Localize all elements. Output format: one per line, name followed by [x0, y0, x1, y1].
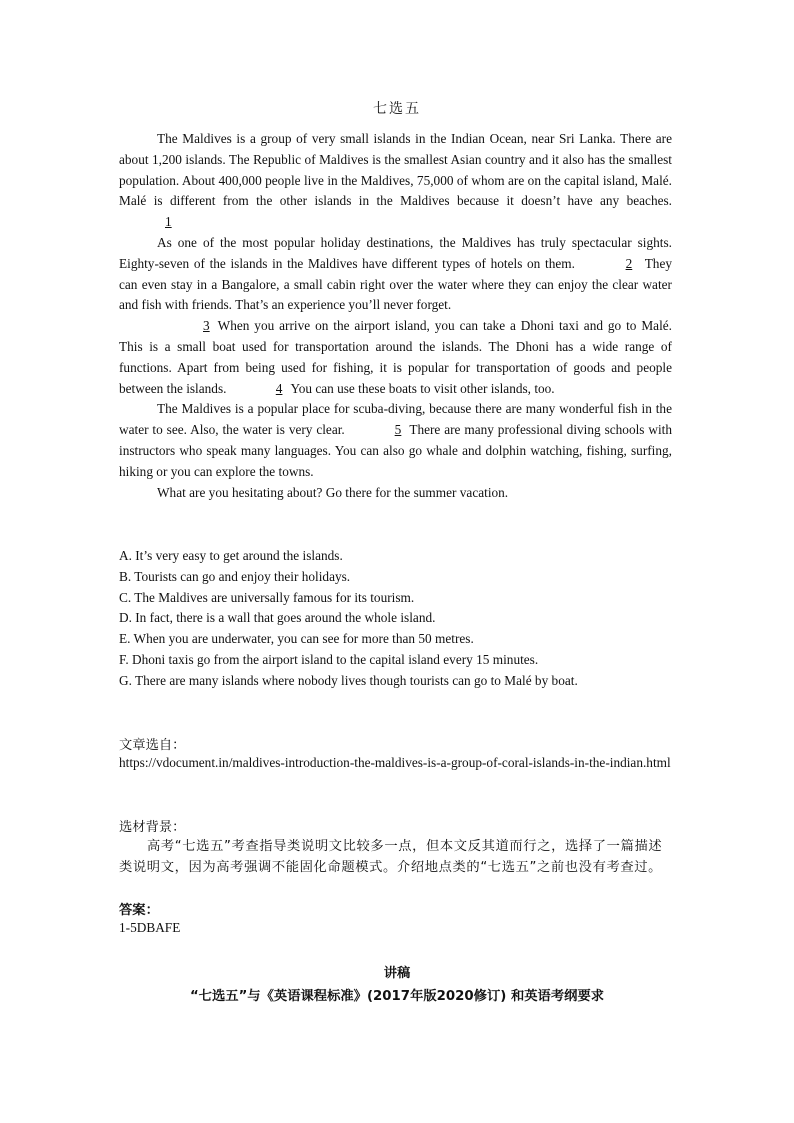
passage [119, 129, 672, 503]
answer-text: 1-5DBAFE [119, 920, 181, 935]
source-label: 文章选自： [119, 738, 186, 753]
paragraph-2-text-after: They can even stay in a Bangalore, a small cabin right over the water where they can enjoy the clear water and fish with friends. That’s an experience you’ll never forget. [119, 255, 673, 313]
option-e: E. When you are underwater, you can see for more than 50 metres. [119, 631, 474, 647]
paragraph-4-text-before: The Maldives is a popular place for scuba-diving, because there are many wonderful fish in the water to see. Also, the water is very clear. [119, 401, 672, 438]
paragraph-2 [119, 233, 672, 316]
background-text: 高考“七选五”考查指导类说明文比较多一点，但本文反其道而行之，选择了一篇描述类说明文，因为高考强调不能固化命题模式。介绍地点类的“七选五”之前也没有考查过。 [119, 839, 663, 875]
blank-1: 1 [165, 214, 172, 230]
paragraph-2-text-before: As one of the most popular holiday destinations, the Maldives has truly spectacular sights. Eighty-seven of the islands in the Maldives have different types of hotels on them. [119, 234, 672, 271]
paragraph-3 [119, 316, 672, 399]
answer-label: 答案： [119, 903, 159, 918]
option-a: A. It’s very easy to get around the islands. [119, 548, 343, 563]
option-f: F. Dhoni taxis go from the airport island to the capital island every 15 minutes. [119, 651, 539, 667]
lecture-title: 讲稿 [383, 966, 411, 981]
blank-4: 4 [275, 380, 283, 396]
background-label: 选材背景： [119, 820, 186, 835]
paragraph-4 [119, 399, 672, 482]
blank-3: 3 [203, 318, 210, 334]
blank-2: 2 [625, 255, 633, 271]
option-b: B. Tourists can go and enjoy their holidays. [119, 568, 351, 584]
paragraph-3-text-mid: When you arrive on the airport island, you can take a Dhoni taxi and go to Malé. This is a small boat used for transportation around the islands. The Dhoni has a wide range of functions. Apart from being used for fishing, it is popular for transportation of goods and people between the islands. [119, 318, 672, 396]
paragraph-1-text: The Maldives is a group of very small islands in the Indian Ocean, near Sri Lanka. There are about 1,200 islands. The Republic of Maldives is the smallest Asian country and it also has the smallest population. About 400,000 people live in the Maldives, 75,000 of whom are on the capital island, Malé. Malé is different from the other islands in the Maldives because it doesn’t have any beaches. [119, 131, 672, 209]
options-list [119, 546, 679, 692]
lecture-subtitle: “七选五”与《英语课程标准》(2017年版2020修订) 和英语考纲要求 [189, 989, 605, 1004]
paragraph-5-text: What are you hesitating about? Go there for the summer vacation. [157, 484, 509, 500]
source-url: https://vdocument.in/maldives-introduction-the-maldives-is-a-group-of-coral-islands-in-the-indian.html [119, 755, 671, 770]
paragraph-1 [119, 129, 672, 233]
option-c: C. The Maldives are universally famous for its tourism. [119, 589, 415, 605]
page-title: 七选五 [373, 102, 421, 117]
option-d: D. In fact, there is a wall that goes around the whole island. [119, 610, 436, 626]
blank-5: 5 [394, 422, 402, 438]
paragraph-4-text-after: There are many professional diving schools with instructors who speak many languages. You can also go whale and dolphin watching, fishing, surfing, hiking or you can explore the towns. [119, 422, 672, 479]
paragraph-3-text-after: You can use these boats to visit other islands, too. [290, 380, 555, 396]
option-g: G. There are many islands where nobody lives though tourists can go to Malé by boat. [119, 672, 578, 688]
paragraph-5 [119, 483, 672, 504]
